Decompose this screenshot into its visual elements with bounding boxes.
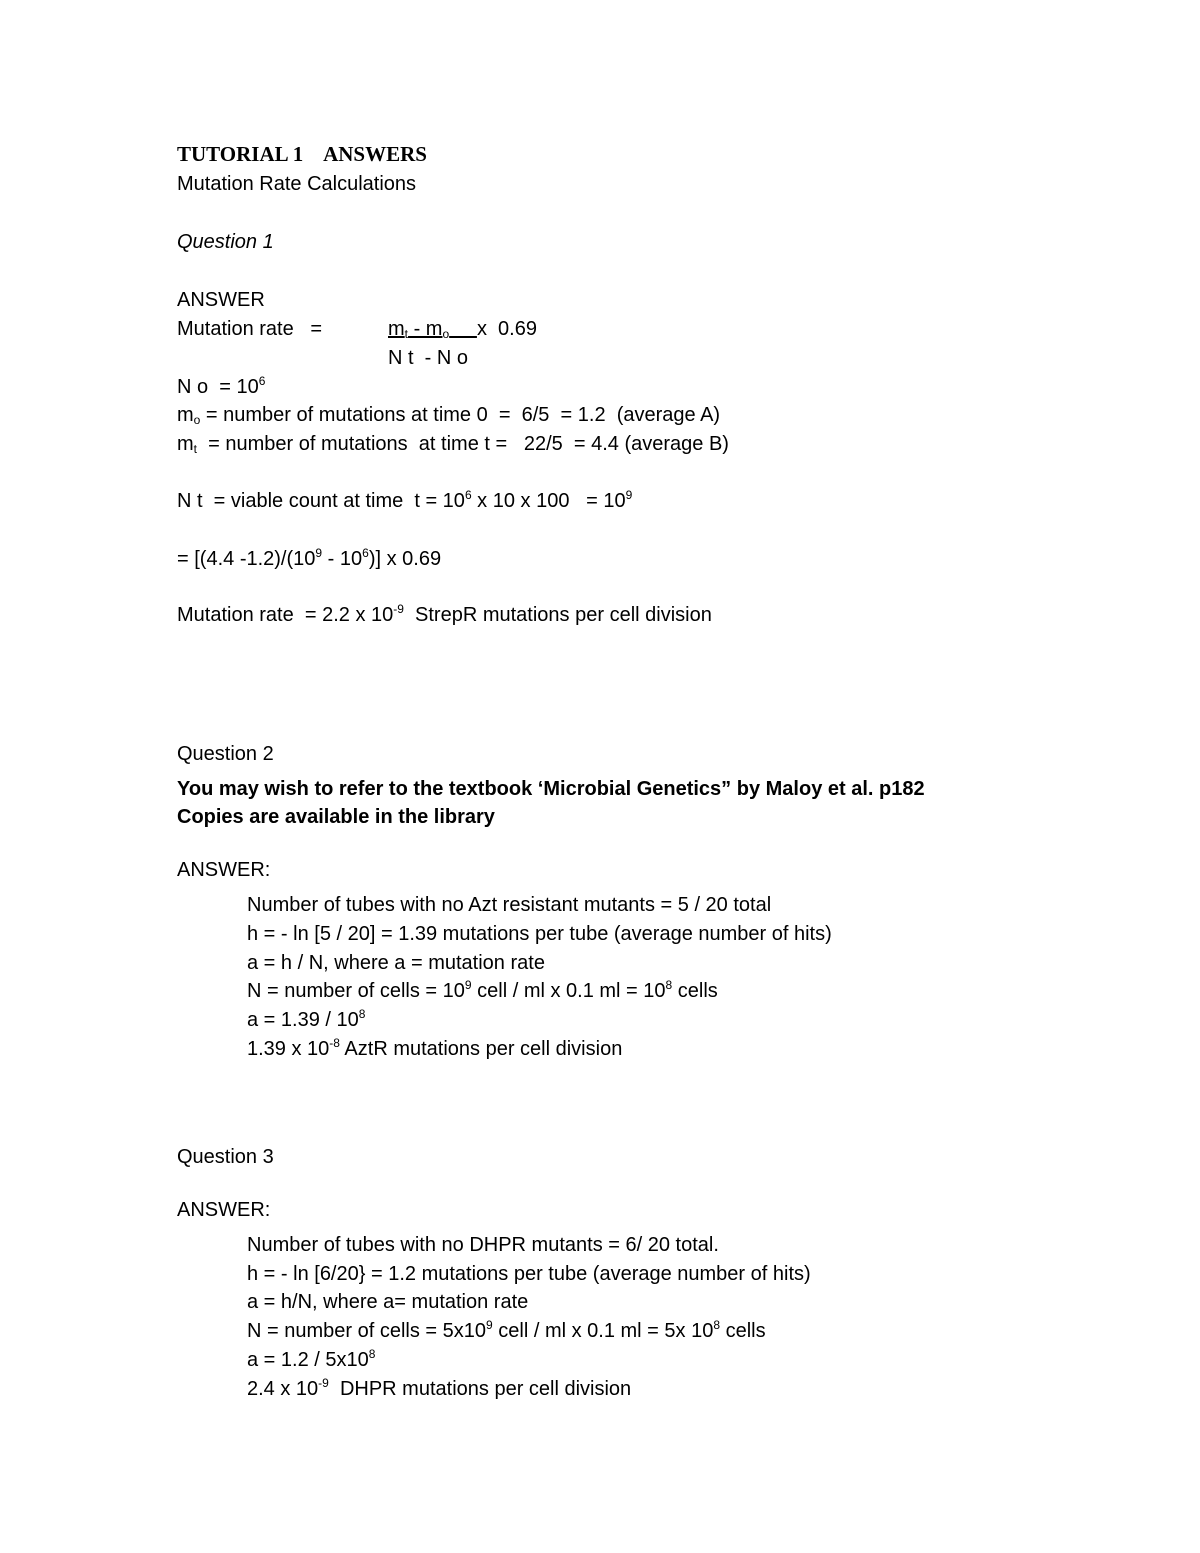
q1-nt-line: N t = viable count at time $t = 10^6$ x 10 x $100 = 10^9$ [177, 488, 633, 512]
q1-result-line: Mutation rate = 2.2 x $10^{-9}$ StrepR mutations per cell division [177, 602, 712, 626]
q2-line-4: N = number of cells = $10^9$ cell / ml x 0.1 ml = $10^8$ cells [247, 978, 718, 1002]
question-2-heading: Question 2 [177, 743, 274, 765]
q1-mo-line: $m_o$ = number of mutations at time 0 = 6/5 = 1.2 (average A) [177, 404, 721, 427]
page-subtitle: Mutation Rate Calculations [177, 173, 417, 195]
q1-formula-numerator: $m_t - m_o$ x 0.69 [388, 318, 537, 341]
q1-formula-lhs: Mutation rate = [177, 318, 323, 340]
q3-line-4: N = number of cells = $5x10^9$ cell / ml x 0.1 ml = 5x $10^8$ cells [247, 1318, 766, 1342]
q3-line-2: h = - ln [6/20} = 1.2 mutations per tube (average number of hits) [247, 1263, 811, 1285]
q3-line-1: Number of tubes with no DHPR mutants = 6/ 20 total. [247, 1234, 719, 1256]
q1-calc-line: = [(4.4 $-1.2)/(10^9 - 10^6)$] x 0.69 [177, 546, 442, 570]
q1-answer-label: ANSWER [177, 289, 265, 311]
q2-line-1: Number of tubes with no Azt resistant mutants = 5 / 20 total [247, 894, 772, 916]
q1-formula-denominator: N t - N o [388, 347, 469, 369]
q2-line-3: a = h / N, where a = mutation rate [247, 952, 545, 974]
q2-note-textbook: You may wish to refer to the textbook ‘Microbial Genetics” by Maloy et al. p182 [177, 778, 925, 800]
page-title: TUTORIAL 1 ANSWERS [177, 142, 427, 166]
q3-line-5: $a = 1.2 / 5x10^8$ [247, 1347, 376, 1371]
q1-mt-line: $m_t$ = number of mutations at time t = 22/5 = 4.4 (average B) [177, 433, 729, 456]
q3-line-6: 2.4 x $10^{-9}$ DHPR mutations per cell division [247, 1376, 632, 1400]
q3-answer-label: ANSWER: [177, 1199, 271, 1221]
q1-no-line: N $o = 10^6$ [177, 374, 266, 398]
q2-note-library: Copies are available in the library [177, 806, 495, 828]
q2-line-2: h = - ln [5 / 20] = 1.39 mutations per tube (average number of hits) [247, 923, 832, 945]
q2-answer-label: ANSWER: [177, 859, 271, 881]
question-3-heading: Question 3 [177, 1146, 274, 1168]
question-1-heading: Question 1 [177, 231, 274, 253]
q2-line-5: $a = 1.39 / 10^8$ [247, 1007, 366, 1031]
q2-line-6: 1.39 x $10^{-8}$ AztR mutations per cell division [247, 1036, 623, 1060]
q3-line-3: a = h/N, where a= mutation rate [247, 1291, 529, 1313]
